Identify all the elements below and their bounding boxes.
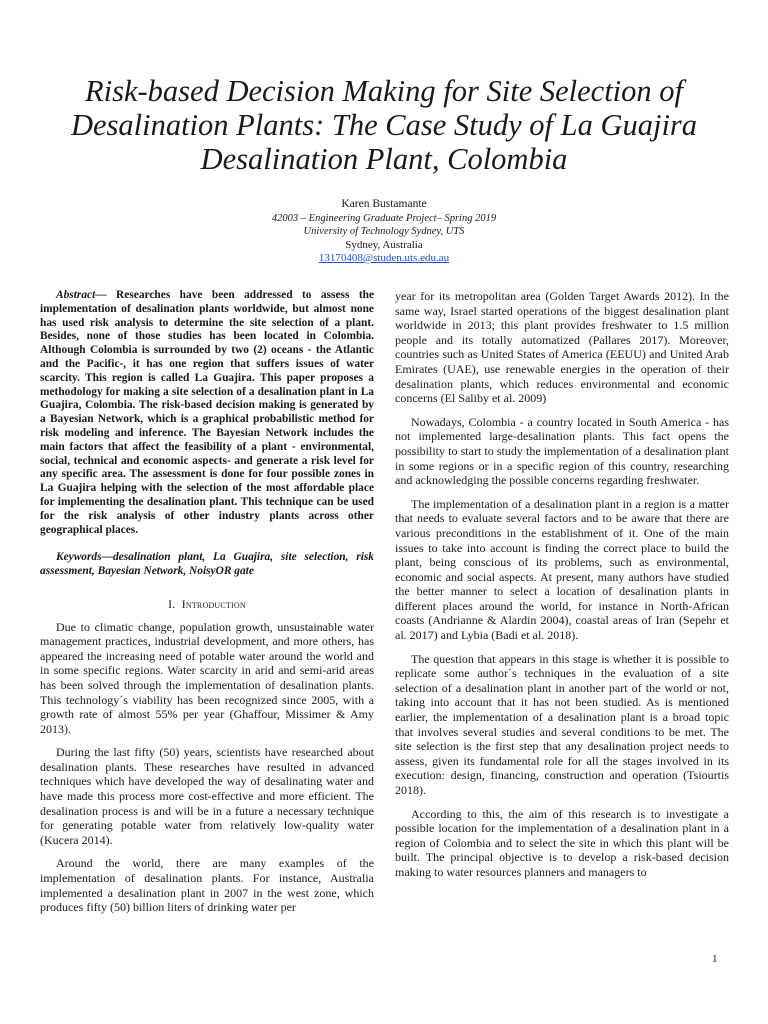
affiliation-line-1: 42003 – Engineering Graduate Project– Spring 2019: [271, 212, 497, 224]
right-column: [395, 289, 729, 889]
keywords: Keywords—desalination plant, La Guajira, site selection, risk assessment, Bayesian Network, NoisyOR gate: [40, 551, 374, 578]
author-location: Sydney, Australia: [345, 238, 423, 251]
author-email-link[interactable]: 13170408@studen.uts.edu.au: [318, 252, 450, 264]
paragraph: During the last fifty (50) years, scientists have researched about desalination plants. These researches have resulted in advanced techniques which have developed the way of desalinating water and have made this process more cost-effective and more efficient. The desalination process is and will be in a future a necessary technique for generating potable water from relatively low-quality water (Kucera 2014).: [40, 745, 374, 847]
section-title: Introduction: [181, 596, 246, 611]
affiliation-line-2: University of Technology Sydney, UTS: [303, 226, 465, 237]
paragraph: Around the world, there are many examples of the implementation of desalination plants. For instance, Australia implemented a desalination plant in 2007 in the west zone, which produces fifty (50) billion liters of drinking water per: [40, 856, 374, 915]
paragraph: The implementation of a desalination plant in a region is a matter that needs to evaluate several factors and to be aware that there are various preconditions in the establishment of it. One of the main issues to take into account is finding the correct place to build the plant, being conscious of its problems, such as environmental, economic and social aspects. At present, many authors have studied the better manner to select a location of desalination plants in different places around the world, for instance in North-African coasts (Andrianne & Alardin 2004), coastal areas of Iran (Sepehr et al. 2017) and Lybia (Badi et al. 2018).: [395, 496, 729, 643]
paragraph: year for its metropolitan area (Golden Target Awards 2012). In the same way, Israel started operations of the biggest desalination plant worldwide in 2013; this plant provides freshwater to 1.5 million people and its totally automatized (Pallares 2017). Moreover, countries such as United States of America (EEUU) and United Arab Emirates (UAE), use renewable energies in the operation of their desalination plants, which reduces environmental and economic concerns (El Saliby et al. 2009): [395, 289, 729, 406]
left-column: [40, 289, 374, 924]
abstract: [40, 289, 374, 537]
author-block: [184, 198, 584, 266]
paragraph: Nowadays, Colombia - a country located in South America - has not implemented large-desalination plants. This fact opens the possibility to start to study the implementation of a desalination plant in some regions or in a specific region of this country, researching and acknowledging the possible concerns regarding freshwater.: [395, 414, 729, 488]
paragraph: According to this, the aim of this research is to investigate a possible location for the implementation of a desalination plant in a region of Colombia and to select the site in which this plant will be built. The principal objective is to develop a risk-based decision making to water resources planners and managers to: [395, 806, 729, 879]
abstract-label: Abstract—: [56, 289, 107, 301]
section-numeral: I.: [168, 596, 176, 611]
paragraph: Due to climatic change, population growth, unsustainable water management practices, industrial development, and more others, has appeared the increasing need of potable water around the world and in some specific regions. Water scarcity in arid and semi-arid areas has been solved through the implementation of desalination plants. This technology´s viability has been recognized since 2005, with a growth rate of almost 55% per year (Ghaffour, Missimer & Amy 2013).: [40, 619, 374, 736]
section-heading: [40, 597, 374, 612]
abstract-text: Researches have been addressed to assess the implementation of desalination plants worldwide, but almost none has used risk analysis to determine the site selection of a plant. Besides, none of those studies has been located in Colombia. Although Colombia is surrounded by two (2) oceans - the Atlantic and the Pacific-, it has one region that suffers issues of water scarcity. This region is called La Guajira. This paper proposes a methodology for making a site selection of a desalination plant in La Guajira, Colombia. The risk-based decision making is generated by a Bayesian Network, which is a graphical probabilistic method for risk modeling and inference. The Bayesian Network includes the main factors that affect the feasibility of a plant - environmental, social, technical and economic aspects- and generate a risk level for any specific area. The assessment is done for four possible zones in La Guajira helping with the selection of the most affordable place for implementing the desalination plant. This technique can be used for the risk analysis of other industry plants across other geographical places.: [40, 289, 374, 536]
page-number: 1: [712, 953, 718, 965]
paper-title: Risk-based Decision Making for Site Selection of Desalination Plants: The Case Study of La Guajira Desalination Plant, Colombia: [70, 74, 698, 176]
paragraph: The question that appears in this stage is whether it is possible to replicate some author´s techniques in the evaluation of a site selection of a desalination plant in another part of the world or not, taking into account that it has not been studied. As is mentioned earlier, the implementation of a desalination plant is a broad topic that involves several studies and several conditions to be met. The site selection is the first step that any desalination project needs to assess, given its fundamental role for all the stages involved in its execution: design, financing, construction and operation (Tsiourtis 2018).: [395, 651, 729, 797]
author-name: Karen Bustamante: [341, 198, 427, 210]
